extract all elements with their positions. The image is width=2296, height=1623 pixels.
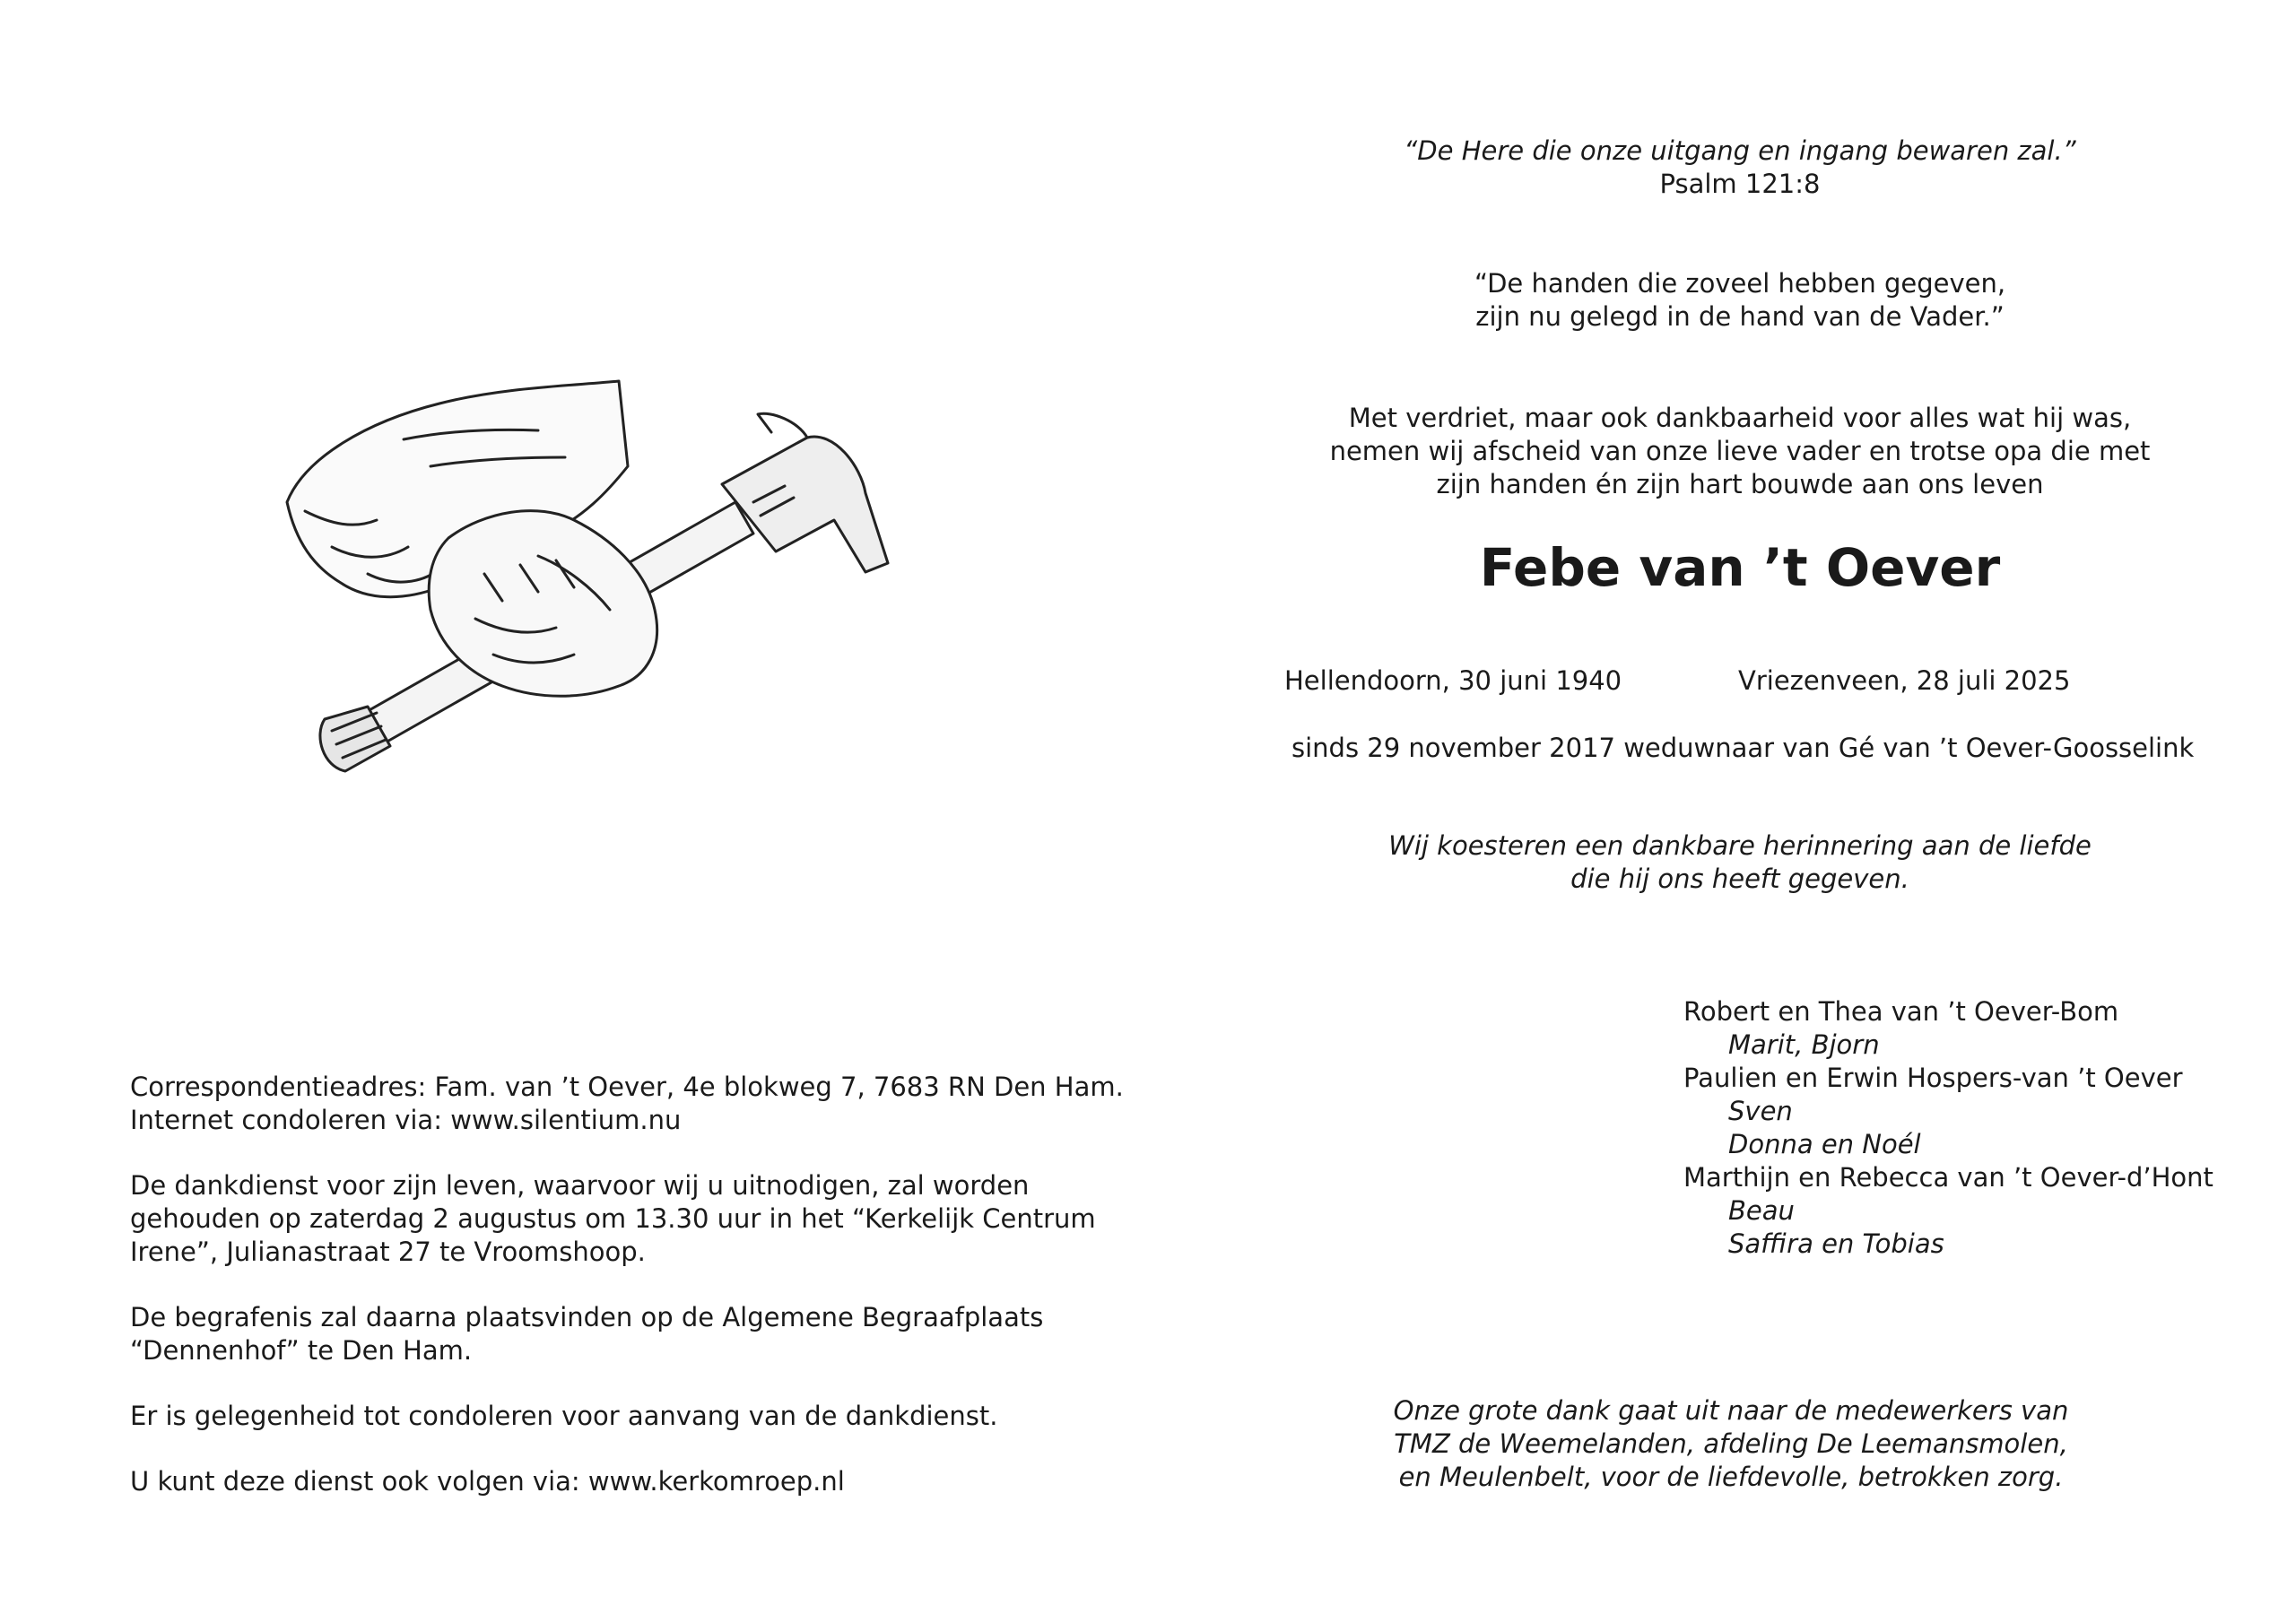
info-line: Er is gelegenheid tot condoleren voor aanvang van de dankdienst. [130,1401,998,1431]
thanks-line: TMZ de Weemelanden, afdeling De Leemansmolen, [1394,1428,2068,1459]
intro-line: nemen wij afscheid van onze lieve vader en trotse opa die met [1329,436,2151,466]
thanks-text [1283,1394,2179,1494]
info-line: U kunt deze dienst ook volgen via: www.kerkomroep.nl [130,1466,845,1497]
grandchildren: Donna en Noél [1728,1129,1921,1159]
memory-line: Wij koesteren een dankbare herinnering aan de liefde [1388,830,2092,861]
intro-line: Met verdriet, maar ook dankbaarheid voor alles wat hij was, [1348,403,2132,433]
grandchildren: Beau [1728,1195,1795,1226]
thanks-line: Onze grote dank gaat uit naar de medewerkers van [1393,1395,2069,1426]
thanks-line: en Meulenbelt, voor de liefdevolle, betrokken zorg. [1398,1462,2064,1492]
intro-text [1292,402,2188,501]
condolence-paragraph [130,1400,1161,1433]
family-member: Paulien en Erwin Hospers-van ’t Oever [1683,1063,2183,1093]
hands-quote [1292,267,2188,334]
quote-line: zijn nu gelegd in de hand van de Vader.” [1475,301,2005,332]
grandchildren: Saffira en Tobias [1728,1228,1944,1259]
family-list [1683,995,2213,1261]
quote-reference: Psalm 121:8 [1659,169,1821,199]
grandchildren: Marit, Bjorn [1728,1029,1880,1060]
info-line: De dankdienst voor zijn leven, waarvoor wij u uitnodigen, zal worden [130,1170,1030,1201]
bible-quote [1292,135,2188,201]
quote-text: “De Here die onze uitgang en ingang bewaren zal.” [1404,135,2076,166]
info-line: Irene”, Julianastraat 27 te Vroomshoop. [130,1237,646,1267]
info-line: Internet condoleren via: www.silentium.nu [130,1105,682,1135]
intro-line: zijn handen én zijn hart bouwde aan ons leven [1436,469,2044,499]
service-information [130,1071,1161,1531]
burial-paragraph [130,1301,1161,1367]
family-member: Marthijn en Rebecca van ’t Oever-d’Hont [1683,1162,2213,1193]
info-line: Correspondentieadres: Fam. van ’t Oever, 4e blokweg 7, 7683 RN Den Ham. [130,1072,1124,1102]
widower-line [1292,732,2195,765]
quote-line: “De handen die zoveel hebben gegeven, [1474,268,2006,299]
memory-line: die hij ons heeft gegeven. [1570,864,1909,894]
correspondence-paragraph [130,1071,1161,1137]
info-line: “Dennenhof” te Den Ham. [130,1335,473,1366]
family-member: Robert en Thea van ’t Oever-Bom [1683,996,2119,1027]
info-line: De begrafenis zal daarna plaatsvinden op de Algemene Begraafplaats [130,1302,1044,1332]
broadcast-paragraph [130,1465,1161,1498]
widower-text: sinds 29 november 2017 weduwnaar van Gé van ’t Oever-Goosselink [1292,733,2195,763]
birth-date: Hellendoorn, 30 juni 1940 [1284,665,1622,696]
deceased-name: Febe van ’t Oever [1479,537,2001,598]
info-line: gehouden op zaterdag 2 augustus om 13.30 uur in het “Kerkelijk Centrum [130,1203,1096,1234]
hands-holding-hammer-illustration [269,332,951,789]
grandchildren: Sven [1728,1096,1793,1126]
death-date: Vriezenveen, 28 juli 2025 [1738,665,2071,696]
memory-text [1292,829,2188,896]
service-paragraph [130,1169,1161,1269]
